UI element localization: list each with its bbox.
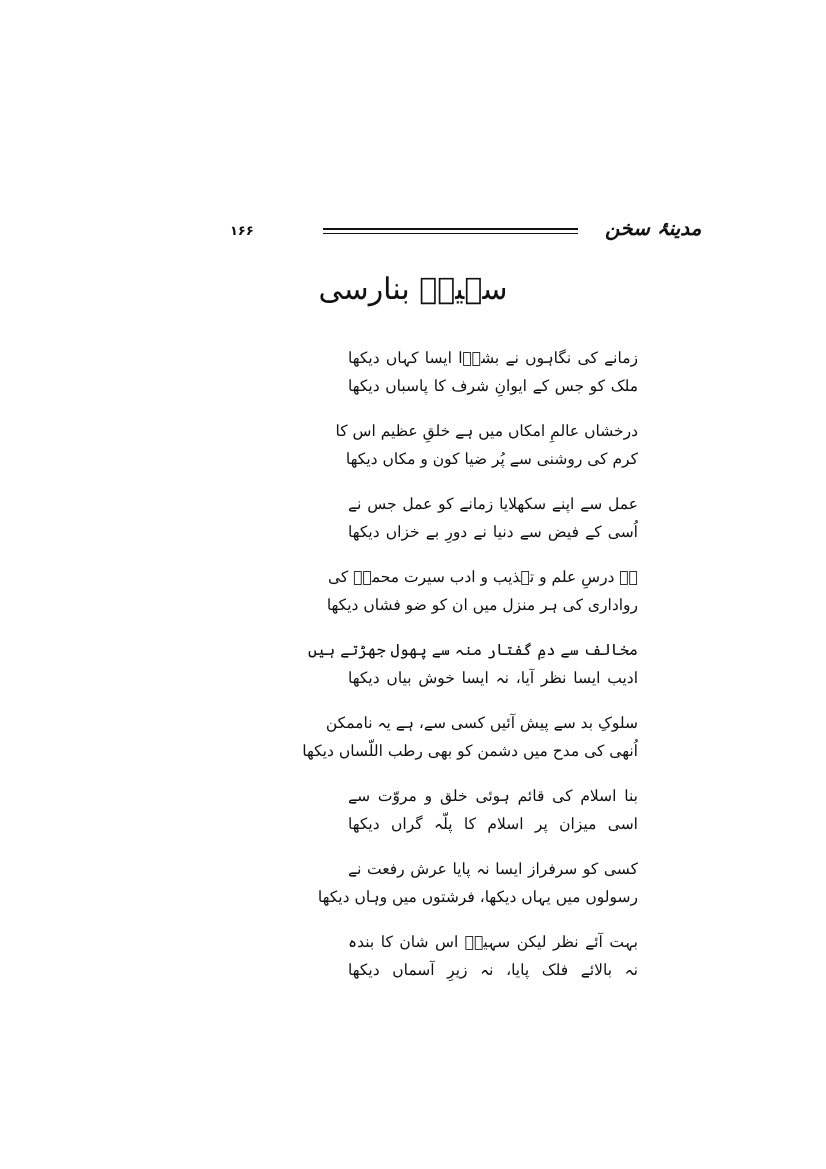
poem-stanza [307,636,638,692]
poem-stanza [302,709,638,765]
poem-stanza [335,417,638,473]
poem-line: عمل سے اپنے سکھلایا زمانے کو عمل جس نے [348,495,638,513]
page-number: ۱۶۶ [230,224,254,239]
poem-line: کرم کی روشنی سے پُر ضیا کون و مکاں دیکھا [345,450,638,468]
header-rule-thick [323,228,578,230]
poem-line: زمانے کی نگاہوں نے بشرؔا ایسا کہاں دیکھا [348,349,638,367]
poem-body [302,344,638,1001]
poem-stanza [348,490,638,546]
poem-line: رسولوں میں یہاں دیکھا، فرشتوں میں وہاں دیکھا [317,888,638,906]
poem-stanza [348,782,638,838]
poem-line: نہ بالائے فلک پایا، نہ زیرِ آسماں دیکھا [348,961,638,979]
book-title: مدینۂ سخن [605,216,702,240]
poem-line: مخالف سے دمِ گفتار منہ سے پھول جھڑتے ہیں [307,641,638,659]
poem-line: اُسی کے فیض سے دنیا نے دورِ بے خزاں دیکھا [348,523,638,541]
header-rule-thin [323,233,578,234]
poem-title: سہیلؔ بنارسی [318,272,508,307]
poem-line: ملک کو جس کے ایوانِ شرف کا پاسباں دیکھا [348,377,638,395]
poem-stanza [348,344,638,400]
poem-stanza [317,855,638,911]
poem-line: درخشاں عالمِ امکاں میں ہے خلقِ عظیم اس کا [335,422,638,440]
poem-line: بہت آئے نظر لیکن سہیلؔ اس شان کا بندہ [348,933,638,951]
page-header [0,218,826,248]
poem-line: رواداری کی ہر منزل میں ان کو ضو فشاں دیکھا [326,596,638,614]
poem-stanza [326,563,638,619]
poem-line: بنا اسلام کی قائم ہوئی خلق و مروّت سے [348,787,638,805]
poem-line: سلوکِ بد سے پیش آئیں کسی سے، ہے یہ ناممکن [325,714,638,732]
poem-line: ہے درسِ علم و تہذیب و ادب سیرت محمدؐ کی [328,568,638,586]
poem-line: ادیب ایسا نظر آیا، نہ ایسا خوش بیاں دیکھا [348,669,638,687]
poem-line: کسی کو سرفراز ایسا نہ پایا عرش رفعت نے [348,860,638,878]
poem-line: اُنھی کی مدح میں دشمن کو بھی رطب اللّساں دیکھا [302,742,638,760]
poem-stanza [348,928,638,984]
poem-line: اسی میزان پر اسلام کا پلّہ گراں دیکھا [348,815,638,833]
